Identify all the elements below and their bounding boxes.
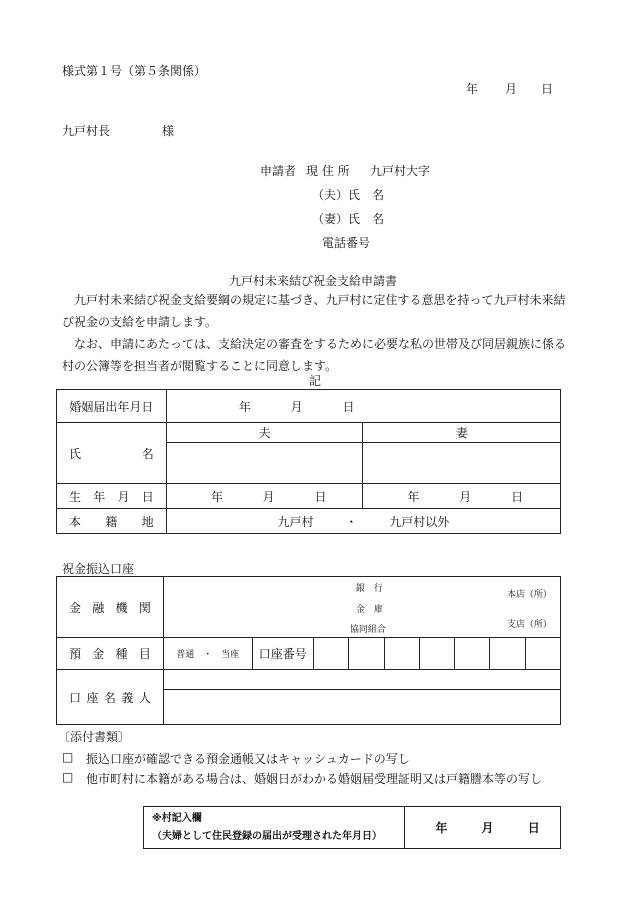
marriage-day: 日	[342, 399, 355, 414]
husband-birth-month: 月	[262, 489, 275, 504]
wife-birth-month: 月	[459, 489, 472, 504]
bank-type-shinkin: 金 庫	[355, 605, 383, 615]
wife-birth-field[interactable]	[363, 484, 561, 509]
deposit-separator: ・	[203, 650, 213, 660]
attachment-item: 他市町村に本籍がある場合は、婚姻日がわかる婚姻届受理証明又は戸籍謄本等の写し	[86, 772, 543, 786]
husband-header: 夫	[166, 423, 363, 443]
attachment-item: 振込口座が確認できる預金通帳又はキャッシュカードの写し	[86, 752, 410, 766]
attachment-checkbox[interactable]: □	[62, 750, 74, 764]
address-label: 現 住 所	[306, 164, 350, 178]
domicile-option-kunohe[interactable]: 九戸村	[277, 514, 314, 529]
account-digit[interactable]	[314, 638, 349, 670]
attachments-header: 〔添付書類〕	[58, 730, 131, 744]
domicile-label: 本籍地	[57, 509, 167, 534]
village-note-title: ※村記入欄	[152, 812, 202, 824]
phone-label: 電話番号	[322, 236, 371, 250]
institution-field[interactable]	[163, 577, 560, 638]
application-table	[56, 389, 561, 534]
account-holder-name-field[interactable]	[163, 690, 560, 725]
ki-label: 記	[309, 374, 322, 388]
wife-name-label: （妻）氏 名	[312, 212, 385, 226]
account-holder-label: 口座名義人	[57, 670, 164, 725]
marriage-date-field[interactable]	[166, 390, 560, 423]
account-holder-kana-field[interactable]	[163, 670, 560, 690]
wife-birth-day: 日	[511, 489, 524, 504]
village-note-table	[143, 806, 561, 849]
address-value: 九戸村大字	[370, 164, 431, 178]
bank-table	[56, 576, 561, 725]
account-digit[interactable]	[525, 638, 560, 670]
wife-name-field[interactable]	[363, 443, 561, 484]
marriage-year: 年	[238, 399, 251, 414]
bank-type-bank: 銀 行	[355, 584, 383, 594]
form-number: 様式第１号（第５条関係）	[62, 64, 207, 78]
domicile-field[interactable]	[166, 509, 560, 534]
date-year: 年	[466, 82, 479, 96]
husband-name-field[interactable]	[166, 443, 363, 484]
village-note-year: 年	[435, 821, 448, 835]
account-digit[interactable]	[384, 638, 419, 670]
document-title: 九戸村未来結び祝金支給申請書	[229, 274, 398, 288]
village-note-subtitle: （夫婦として住民登録の届出が受理された年月日）	[152, 830, 382, 842]
village-note-date-field[interactable]	[405, 807, 561, 849]
village-note-label	[144, 807, 405, 849]
date-day: 日	[541, 82, 554, 96]
account-digit[interactable]	[349, 638, 384, 670]
deposit-type-field[interactable]	[163, 638, 252, 670]
attachment-checkbox[interactable]: □	[62, 770, 74, 784]
account-digit[interactable]	[455, 638, 490, 670]
village-note-month: 月	[481, 821, 494, 835]
bank-section-label: 祝金振込口座	[62, 562, 135, 576]
husband-birth-field[interactable]	[166, 484, 363, 509]
deposit-ordinary[interactable]: 普通	[176, 650, 195, 660]
domicile-option-other[interactable]: 九戸村以外	[389, 514, 450, 529]
name-label: 氏 名	[57, 423, 167, 484]
wife-header: 妻	[363, 423, 561, 443]
account-number-label: 口座番号	[252, 638, 313, 670]
bank-type-kyodo: 協同組合	[349, 625, 386, 635]
marriage-month: 月	[290, 399, 303, 414]
applicant-label: 申請者	[260, 164, 297, 178]
branch-office-label: 支店（所）	[506, 620, 552, 630]
body-paragraph-2: なお、申請にあたっては、支給決定の審査をするために必要な私の世帯及び同居親族に係る村の公簿等を担当者が閲覧することに同意します。	[62, 337, 567, 373]
head-office-label: 本店（所）	[506, 590, 552, 600]
addressee: 九戸村長	[62, 124, 111, 138]
domicile-separator: ・	[345, 514, 358, 529]
marriage-date-label: 婚姻届出年月日	[57, 390, 167, 423]
account-digit[interactable]	[490, 638, 525, 670]
husband-birth-day: 日	[314, 489, 327, 504]
institution-label: 金融機関	[57, 577, 164, 638]
wife-birth-year: 年	[407, 489, 420, 504]
deposit-current[interactable]: 当座	[221, 650, 240, 660]
husband-birth-year: 年	[210, 489, 223, 504]
husband-name-label: （夫）氏 名	[312, 188, 385, 202]
body-paragraph-1: 九戸村未来結び祝金支給要綱の規定に基づき、九戸村に定住する意思を持って九戸村未来結び祝金の支給を申請します。	[62, 293, 566, 329]
deposit-type-label: 預金種目	[57, 638, 164, 670]
date-month: 月	[505, 82, 518, 96]
birth-date-label: 生年月日	[57, 484, 167, 509]
honorific: 様	[162, 124, 175, 138]
account-digit[interactable]	[419, 638, 454, 670]
village-note-day: 日	[527, 821, 540, 835]
